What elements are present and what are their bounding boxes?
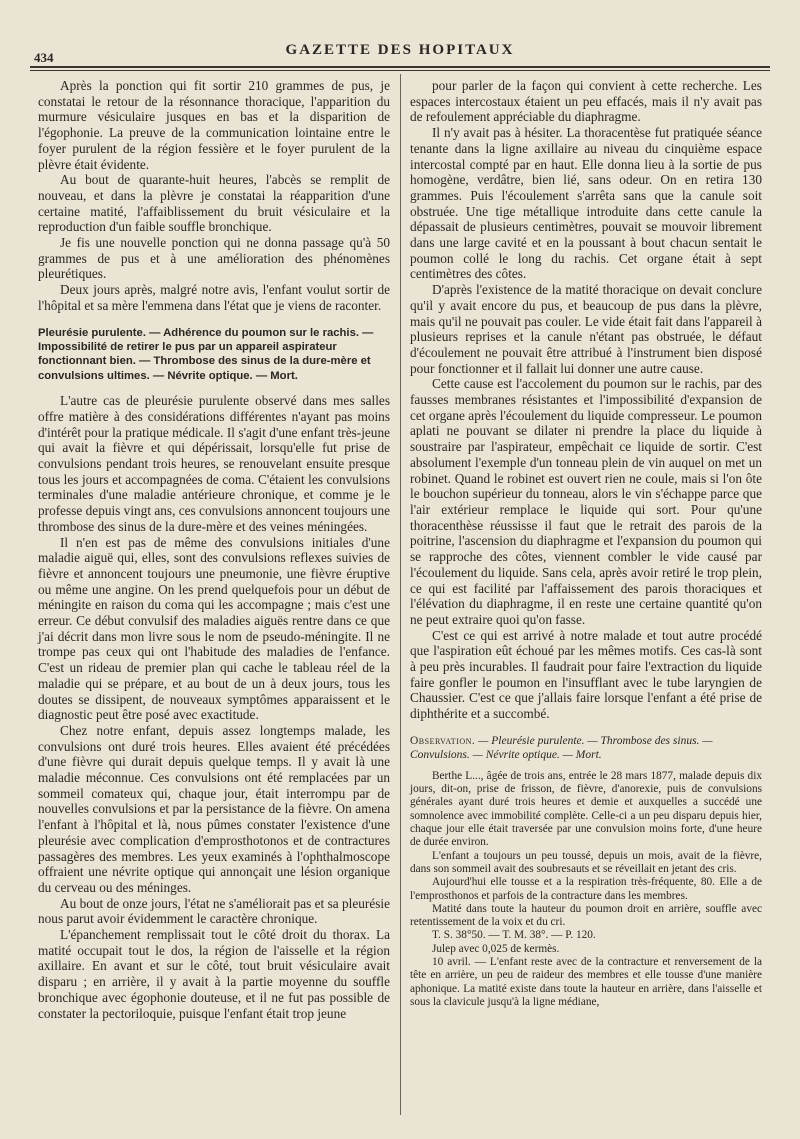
paragraph: C'est ce qui est arrivé à notre malade et tout autre procédé que l'aspiration eût échoué par les mêmes motifs. Ces cas-là sont à peu près incurables. Il faudrait pour faire l'extraction du liquide faire gonfler le poumon en l'insufflant avec le tube laryngien de Chaussier. C'est ce que j'allais faire lorsque l'enfant a été prise de diphthérite et a succombé.: [410, 627, 762, 722]
paragraph: Au bout de quarante-huit heures, l'abcès se remplit de nouveau, et dans la plèvre je constatai la réapparition d'une certaine matité, l'affaiblissement du bruit vésiculaire et la reproduction d'un faible souffle bronchique.: [38, 172, 390, 235]
paragraph: L'autre cas de pleurésie purulente observé dans mes salles offre matière à des considérations différentes n'ayant pas moins d'intérêt pour la pratique médicale. Il s'agit d'une enfant très-jeune qui avait la fièvre et qui dépérissait, lorsqu'elle fut prise de convulsions pendant trois heures, se renouvelant ensuite presque tous les jours et accompagnées de coma. C'étaient les convulsions terminales d'une maladie antérieure chronique, et comme je le professe depuis vingt ans, ces convulsions annoncent toujours une thrombose des sinus de la dure-mère et des veines méningées.: [38, 393, 390, 534]
column-separator: [400, 74, 401, 1115]
header-rule: [30, 70, 770, 71]
journal-title: GAZETTE DES HOPITAUX: [285, 42, 515, 58]
page-header: [30, 32, 770, 68]
observation-heading: [410, 734, 762, 762]
paragraph: Chez notre enfant, depuis assez longtemps malade, les convulsions ont duré trois heures. Elles avaient été précédées d'une fièvre qui durait depuis quelque temps. Il y avait là une maladie méconnue. Ces convulsions ont été remplacées par un sommeil comateux qui, chaque jour, était interrompu par de nouvelles convulsions et par la persistance de la fièvre. On amena l'enfant à l'hôpital et là, nous pûmes constater l'existence d'une pleurésie avec complication d'emprosthotonos et de contractures passagères des membres. Les yeux examinés à l'ophthalmoscope offraient une névrite optique qui annonçait une lésion organique du cerveau ou des méninges.: [38, 722, 390, 895]
paragraph: Matité dans toute la hauteur du poumon droit en arrière, souffle avec retentissement de la voix et du cri.: [410, 902, 762, 929]
paragraph: Berthe L..., âgée de trois ans, entrée le 28 mars 1877, malade depuis dix jours, dit-on, prise de frisson, de fièvre, d'anorexie, puis de convulsions générales ayant duré trois heures et demie et auxquelles a succédé une somnolence avec immobilité complète. Celle-ci a un peu disparu depuis hier, chaque jour elle était traversée par une convulsion moins forte, d'une heure de durée environ.: [410, 769, 762, 849]
right-column: [410, 78, 762, 1009]
paragraph: L'enfant a toujours un peu toussé, depuis un mois, avait de la fièvre, dans son sommeil avait des soubresauts et se réveillait en jetant des cris.: [410, 849, 762, 875]
paragraph: Il n'en est pas de même des convulsions initiales d'une maladie aiguë qui, elles, sont des convulsions reflexes suivies de fièvre et annoncent toujours une pneumonie, une fièvre éruptive ou même une angine. On les prend quelquefois pour un début de méningite en raison du coma qui les accompagne ; mais c'est une erreur. Ce début convulsif des maladies aiguës rentre dans ce que j'ai décrit dans mon livre sous le nom de pseudo-méningite. Il ne trompe pas ceux qui ont l'habitude des maladies de l'enfance. C'est un rideau de premier plan qui cache le tableau réel de la maladie qui se prépare, et au bout de un à deux jours, tous les doutes se dissipent, de nouveaux symptômes apparaissent et le diagnostic peut être posé avec exactitude.: [38, 534, 390, 723]
section-title: Pleurésie purulente. — Adhérence du poumon sur le rachis. — Impossibilité de retirer le pus par un appareil aspirateur fonctionnant bien. — Thrombose des sinus de la dure-mère et convulsions ultimes. — Névrite optique. — Mort.: [38, 326, 374, 382]
paragraph: pour parler de la façon qui convient à cette recherche. Les espaces intercostaux étaient un peu effacés, mais il n'y avait pas de refoulement appréciable du diaphragme.: [410, 78, 762, 125]
observation-label: Observation.: [410, 734, 476, 747]
paragraph: Aujourd'hui elle tousse et a la respiration très-fréquente, 80. Elle a de l'emprosthonos et parfois de la contracture dans les membres.: [410, 876, 762, 902]
paragraph: 10 avril. — L'enfant reste avec de la contracture et renversement de la tête en arrière, un peu de raideur des membres et elle tousse d'une manière aphonique. La matité existe dans toute la hauteur en arrière, dans l'aisselle et sous la clavicule jusqu'à la ligne médiane,: [410, 955, 762, 1008]
paragraph: Il n'y avait pas à hésiter. La thoracentèse fut pratiquée séance tenante dans la ligne axillaire au niveau du cinquième espace intercostal compté par en haut. Elle donna lieu à la sortie de pus homogène, verdâtre, bien lié, sans odeur. On en retira 130 grammes. Puis l'écoulement s'arrêta sans que la canule soit obstruée. Une tige métallique introduite dans cette canule la dépassait de plusieurs centimètres, pouvait se mouvoir librement dans une large cavité et en la poussant à bout chacun sentait le poumon collé le long du rachis. Cet organe était à sept centimètres des côtes.: [410, 125, 762, 282]
paragraph: D'après l'existence de la matité thoracique on devait conclure qu'il y avait encore du pus, et beaucoup de pus dans la plèvre, mais qu'il ne pouvait pas couler. Le vide était fait dans l'appareil à plusieurs reprises et la canule n'étant pas obstruée, le défaut d'écoulement ne pouvait être attribué à l'instrument bien disposé pour fonctionner et il fallait lui donner une autre cause.: [410, 282, 762, 376]
vitals-line: T. S. 38°50. — T. M. 38°. — P. 120.: [432, 929, 596, 942]
paragraph: Au bout de onze jours, l'état ne s'améliorait pas et sa pleurésie nous parut avoir évidemment le caractère chronique.: [38, 895, 390, 927]
paragraph: Cette cause est l'accolement du poumon sur le rachis, par des fausses membranes résistantes et l'impossibilité d'expansion de cet organe après l'écoulement du liquide compresseur. Le poumon aplati ne pouvant se dilater ni prendre la place du liquide à soustraire par l'aspirateur, empêchait ce liquide de sortir. C'est absolument l'exemple d'un tonneau plein de vin auquel on met un robinet. Quand le robinet est ouvert rien ne coule, mais si l'on ôte le bouchon supérieur du tonneau, alors le vin s'échappe parce que l'air extérieur remplace le liquide qui sort. Pour qu'une thoracenthèse réussisse il faut que le retrait des parois de la poitrine, l'ascension du diaphragme et l'expansion du poumon qui se rapproche des côtes, viennent combler le vide causé par l'écoulement du liquide. Sans cela, après avoir retiré le trop plein, ce qui est facilité par l'affaissement des parois thoraciques et l'élévation du diaphragme, il en reste une certaine quantité qu'on ne peut extraire quoi qu'on fasse.: [410, 376, 762, 627]
page-number: 434: [34, 50, 54, 65]
left-column: [38, 78, 390, 1021]
paragraph: Je fis une nouvelle ponction qui ne donna passage qu'à 50 grammes de pus et à une amélioration des phénomènes pleurétiques.: [38, 235, 390, 282]
paragraph: Julep avec 0,025 de kermès.: [432, 942, 560, 955]
observation-title: — Pleurésie purulente. — Thrombose des sinus. — Convulsions. — Névrite optique. — Mort.: [410, 734, 713, 761]
observation-body: [410, 770, 762, 1009]
paragraph: Après la ponction qui fit sortir 210 grammes de pus, je constatai le retour de la résonnance thoracique, l'apparition du murmure vésiculaire jusques en bas et la disparition de l'égophonie. La preuve de la communication lointaine entre le foyer purulent de la région fessière et le foyer purulent de la plèvre était évidente.: [38, 78, 390, 172]
paragraph: Deux jours après, malgré notre avis, l'enfant voulut sortir de l'hôpital et sa mère l'emmena dans l'état que je viens de raconter.: [38, 282, 390, 313]
paragraph: L'épanchement remplissait tout le côté droit du thorax. La matité occupait tout le dos, la région de l'aisselle et la région axillaire. En avant et sur le côté, tout bruit vésiculaire avait disparu ; en arrière, il y avait à la partie moyenne du souffle bronchique avec égophonie douteuse, et il ne fut pas possible de constater la pectoriloquie, puisque l'enfant était trop jeune: [38, 927, 390, 1021]
